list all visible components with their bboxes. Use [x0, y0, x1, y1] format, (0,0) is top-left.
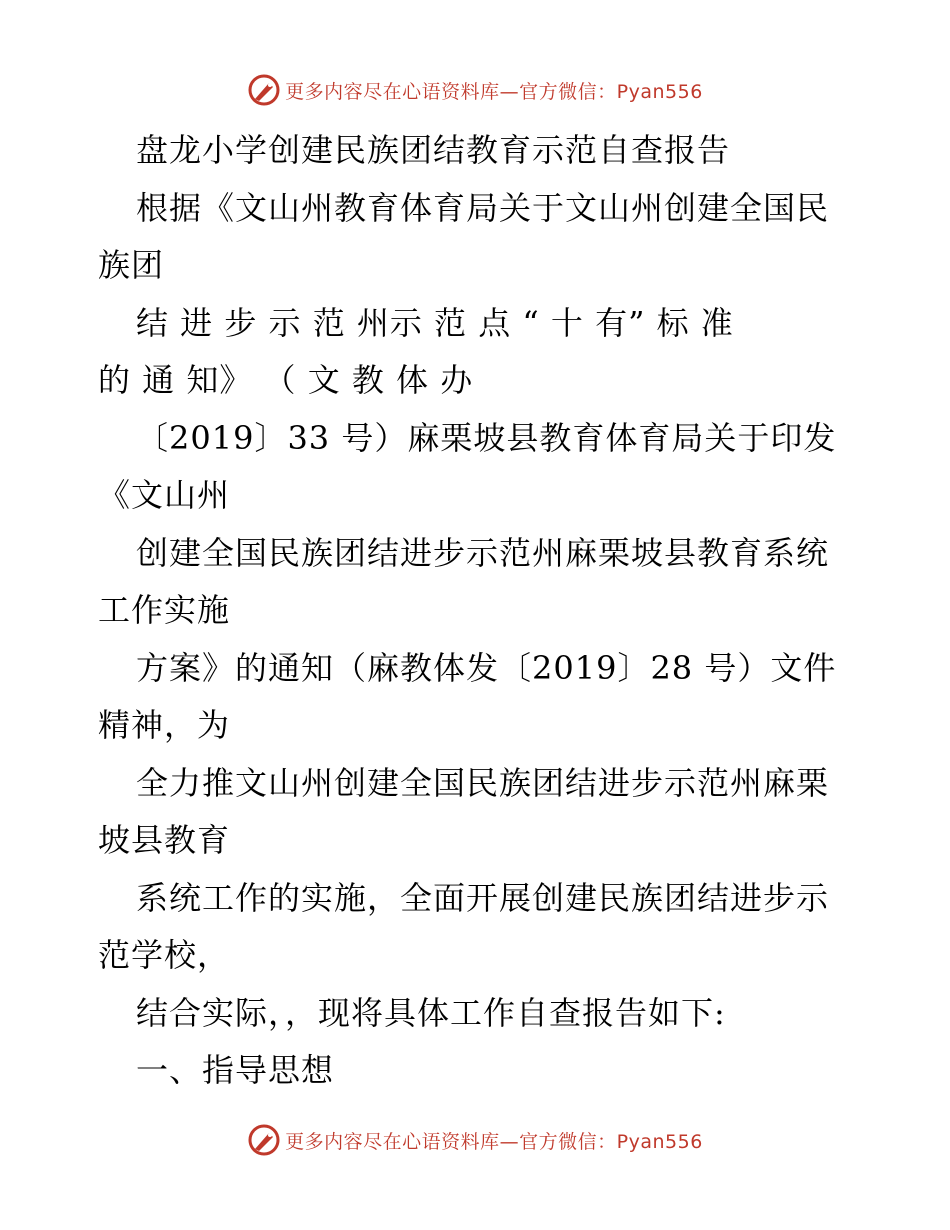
pen-nib-logo-icon	[247, 1123, 281, 1157]
paragraph-line: 〔2019〕33 号）麻栗坡县教育体育局关于印发	[136, 418, 837, 457]
paragraph-line: 创建全国民族团结进步示范州麻栗坡县教育系统	[136, 533, 830, 572]
watermark-text: 更多内容尽在心语资料库—官方微信：Pyan556	[285, 80, 703, 103]
paragraph-line: 结合实际，，现将具体工作自查报告如下:	[136, 993, 726, 1032]
document-body	[98, 122, 850, 1100]
paragraph-line: 工作实施	[98, 591, 231, 629]
pen-nib-logo-icon	[247, 73, 281, 107]
document-title: 盘龙小学创建民族团结教育示范自查报告	[136, 131, 731, 169]
paragraph-line: 根据《文山州教育体育局关于文山州创建全国民	[136, 188, 830, 227]
paragraph-line: 坡县教育	[98, 821, 231, 859]
watermark-header	[0, 70, 950, 110]
watermark-footer	[0, 1120, 950, 1160]
paragraph-line: 全力推文山州创建全国民族团结进步示范州麻栗	[136, 763, 830, 802]
paragraph-line: 系统工作的实施，全面开展创建民族团结进步示	[136, 878, 830, 917]
paragraph-line: 的 通 知》 （ 文 教 体 办	[98, 361, 474, 399]
section-heading: 一、指导思想	[136, 1051, 335, 1089]
paragraph-line: 范学校，	[98, 936, 231, 974]
paragraph-line: 精神，为	[98, 706, 231, 744]
watermark-text: 更多内容尽在心语资料库—官方微信：Pyan556	[285, 1130, 703, 1153]
paragraph-line: 结 进 步 示 范 州示 范 点 “ 十 有” 标 准	[136, 303, 734, 342]
paragraph-line: 《文山州	[98, 476, 231, 514]
paragraph-line: 方案》的通知（麻教体发〔2019〕28 号）文件	[136, 648, 837, 687]
paragraph-line: 族团	[98, 246, 165, 284]
